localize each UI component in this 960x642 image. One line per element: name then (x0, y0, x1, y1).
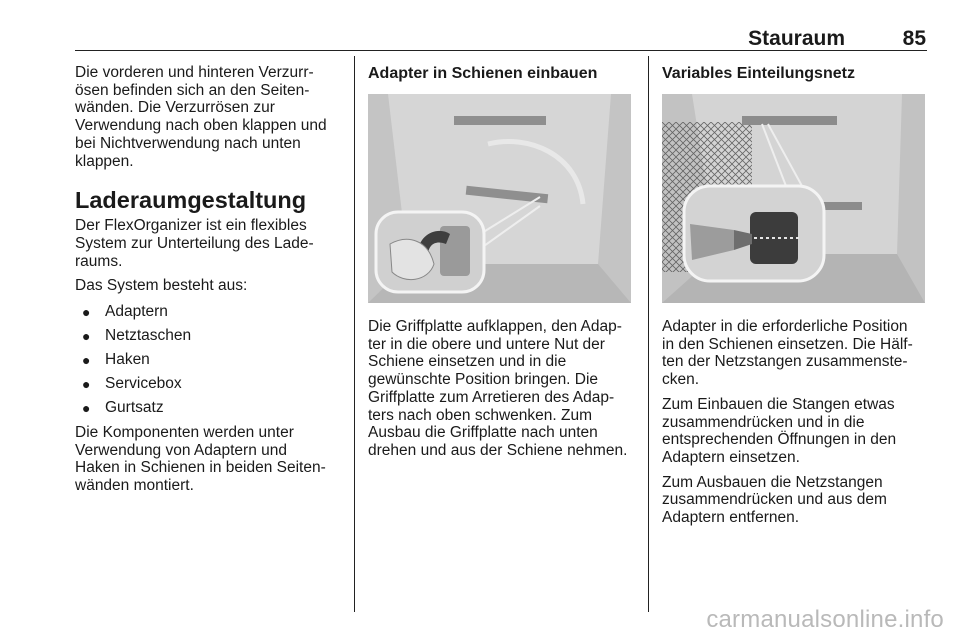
intro-paragraph: Die vorderen und hinteren Verzurr- ösen befinden sich an den Seiten- wänden. Die Verzurrösen zur Verwendung nach oben klappen und bei Nichtverwendung nach unten klappen. (75, 64, 327, 170)
header-rule (75, 50, 927, 51)
list-item: ● Servicebox (75, 372, 345, 396)
net-paragraph-1: Adapter in die erforderliche Position in den Schienen einsetzen. Die Hälf- ten der Netzstangen zusammenste- cken. (662, 318, 913, 389)
column-right (662, 64, 932, 534)
net-illustration (662, 94, 925, 303)
section-heading-netz: Variables Einteilungsnetz (662, 65, 855, 82)
column-divider-1 (354, 56, 355, 612)
net-paragraph-3: Zum Ausbauen die Netzstangen zusammendrücken und aus dem Adaptern entfernen. (662, 473, 887, 527)
list-item: ● Adaptern (75, 300, 345, 324)
paragraph-components: Die Komponenten werden unter Verwendung von Adaptern und Haken in Schienen in beiden Seiten- wänden montiert. (75, 424, 326, 495)
bullet-icon: ● (82, 352, 91, 369)
page-number: 85 (902, 27, 926, 50)
paragraph-system: Das System besteht aus: (75, 277, 248, 295)
column-middle (368, 64, 638, 467)
component-list (75, 300, 345, 420)
net-paragraph-2: Zum Einbauen die Stangen etwas zusammendrücken und in die entsprechenden Öffnungen in den Adaptern einsetzen. (662, 395, 897, 466)
section-heading-laderaum: Laderaumgestaltung (75, 187, 307, 214)
bullet-icon: ● (82, 328, 91, 345)
column-divider-2 (648, 56, 649, 612)
section-heading-adapter: Adapter in Schienen einbauen (368, 65, 598, 82)
bullet-icon: ● (82, 400, 91, 417)
watermark: carmanualsonline.info (706, 606, 944, 633)
paragraph-flexorganizer: Der FlexOrganizer ist ein flexibles System zur Unterteilung des Lade- raums. (75, 217, 314, 270)
adapter-instructions: Die Griffplatte aufklappen, den Adap- ter in die obere und untere Nut der Schiene einsetzen und in die gewünschte Position bringen. Die Griffplatte zum Arretieren des Adap- ters nach oben schwenken. Zum Ausbau die Griffplatte nach unten drehen und aus der Schiene nehmen. (368, 318, 628, 459)
adapter-illustration (368, 94, 631, 303)
bullet-icon: ● (82, 376, 91, 393)
bullet-icon: ● (82, 304, 91, 321)
list-item: ● Haken (75, 348, 345, 372)
page-title: Stauraum (748, 27, 845, 50)
page-header (75, 24, 927, 52)
column-left (75, 64, 345, 502)
list-item: ● Netztaschen (75, 324, 345, 348)
list-item: ● Gurtsatz (75, 396, 345, 420)
